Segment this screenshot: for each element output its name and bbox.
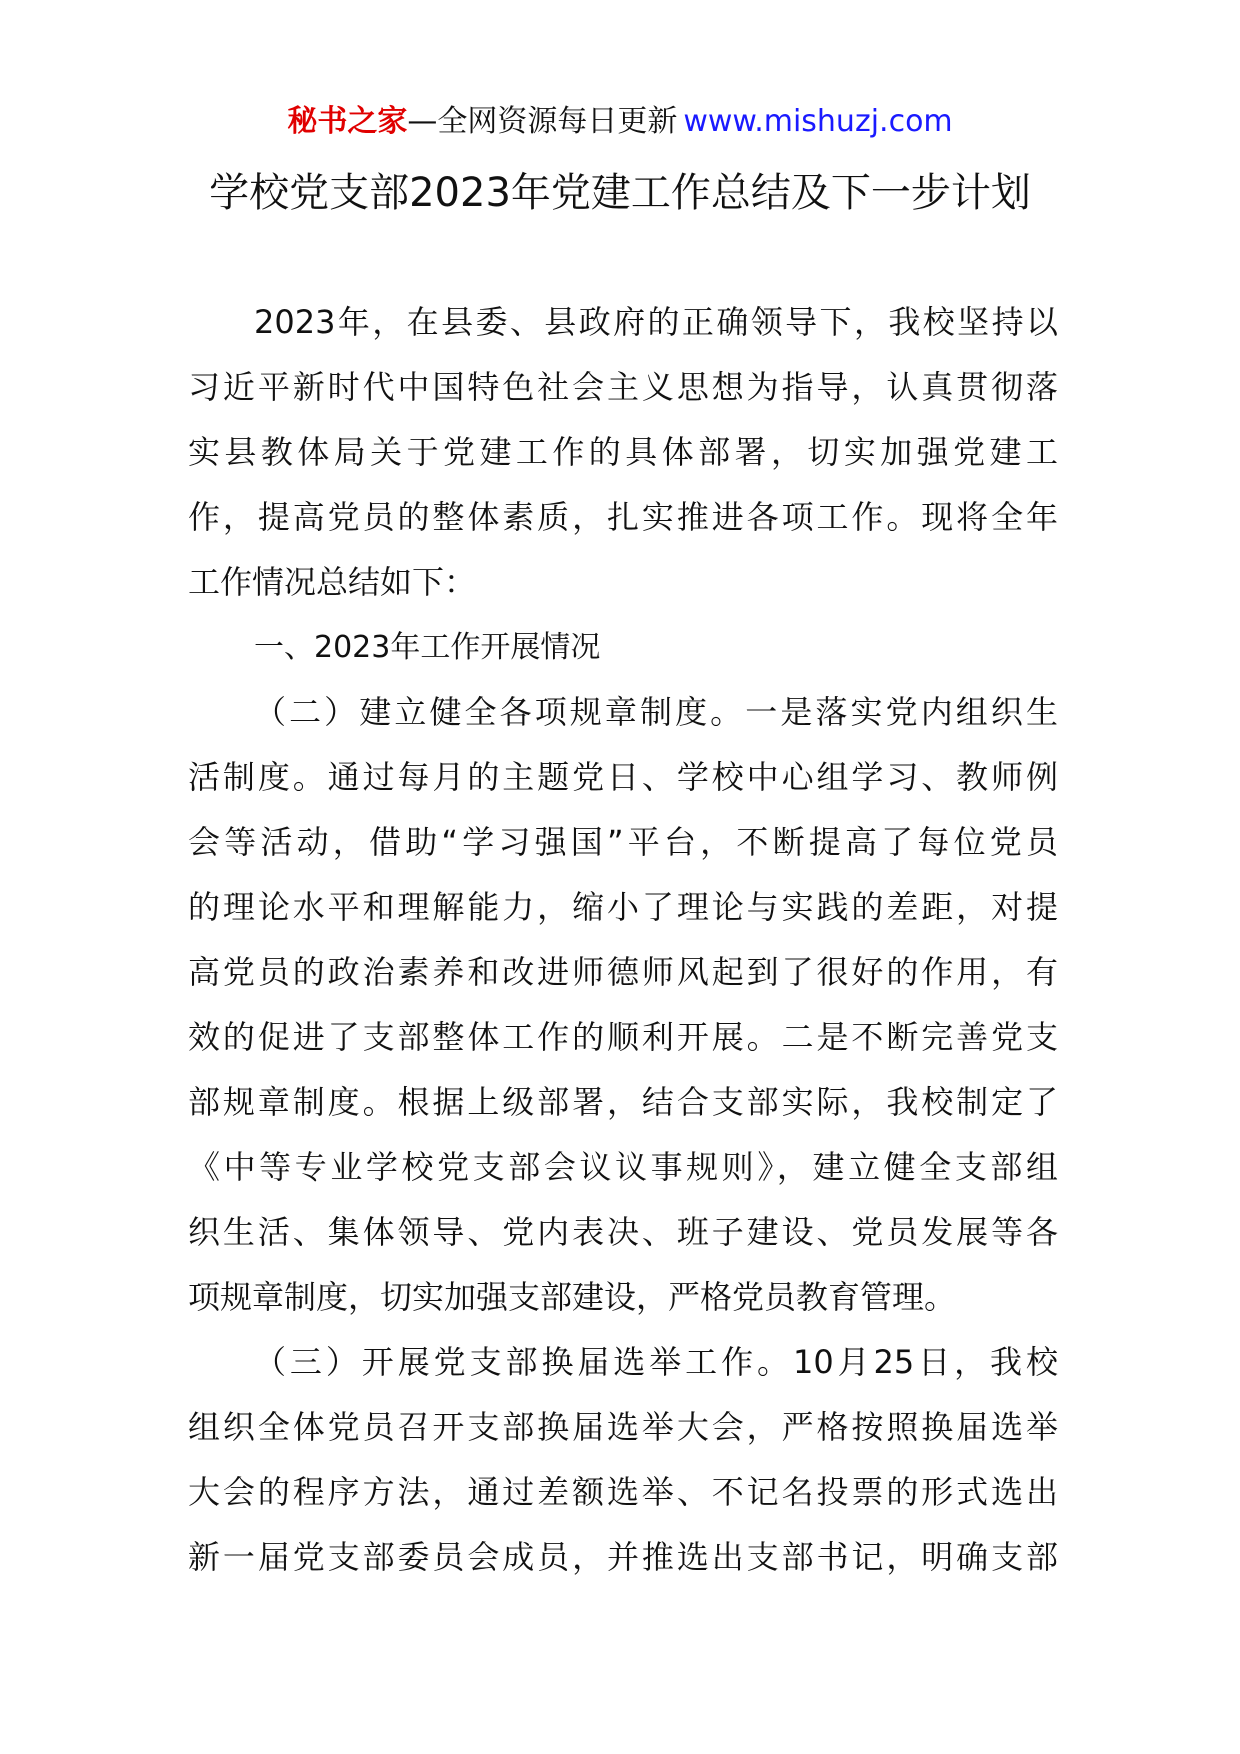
paragraph-line: （二）建立健全各项规章制度。一是落实党内组织生: [254, 693, 1058, 731]
paragraph-line: 大会的程序方法，通过差额选举、不记名投票的形式选出: [188, 1473, 1058, 1511]
paragraph-line: 工作情况总结如下：: [188, 563, 477, 601]
brand-name: 秘书之家: [287, 104, 408, 139]
paragraph-line: 的理论水平和理解能力，缩小了理论与实践的差距，对提: [188, 888, 1058, 926]
paragraph-line: 高党员的政治素养和改进师德师风起到了很好的作用，有: [188, 953, 1058, 991]
document-title: 学校党支部2023年党建工作总结及下一步计划: [209, 170, 1031, 216]
document-body: [188, 290, 1058, 1590]
header-tagline: —全网资源每日更新: [407, 104, 678, 139]
site-link[interactable]: www.mishuzj.com: [683, 104, 953, 139]
paragraph-line: 组织全体党员召开支部换届选举大会，严格按照换届选举: [188, 1408, 1058, 1446]
paragraph-line: 2023年，在县委、县政府的正确领导下，我校坚持以: [254, 303, 1058, 341]
site-header: [0, 102, 1240, 142]
paragraph-line: （三）开展党支部换届选举工作。10月25日，我校: [254, 1343, 1058, 1381]
paragraph-line: 习近平新时代中国特色社会主义思想为指导，认真贯彻落: [188, 368, 1058, 406]
paragraph-line: 活制度。通过每月的主题党日、学校中心组学习、教师例: [188, 758, 1058, 796]
paragraph-line: 会等活动，借助“学习强国”平台，不断提高了每位党员: [188, 823, 1058, 861]
paragraph-line: 实县教体局关于党建工作的具体部署，切实加强党建工: [188, 433, 1058, 471]
paragraph-line: 作，提高党员的整体素质，扎实推进各项工作。现将全年: [188, 498, 1058, 536]
paragraph-line: 效的促进了支部整体工作的顺利开展。二是不断完善党支: [188, 1018, 1058, 1056]
paragraph-line: 新一届党支部委员会成员，并推选出支部书记，明确支部: [188, 1538, 1058, 1576]
paragraph-line: 项规章制度，切实加强支部建设，严格党员教育管理。: [188, 1278, 957, 1316]
section-heading: 一、2023年工作开展情况: [254, 630, 601, 665]
paragraph-line: 部规章制度。根据上级部署，结合支部实际，我校制定了: [188, 1083, 1058, 1121]
paragraph-line: 织生活、集体领导、党内表决、班子建设、党员发展等各: [188, 1213, 1058, 1251]
paragraph-line: 《中等专业学校党支部会议议事规则》，建立健全支部组: [188, 1148, 1058, 1186]
